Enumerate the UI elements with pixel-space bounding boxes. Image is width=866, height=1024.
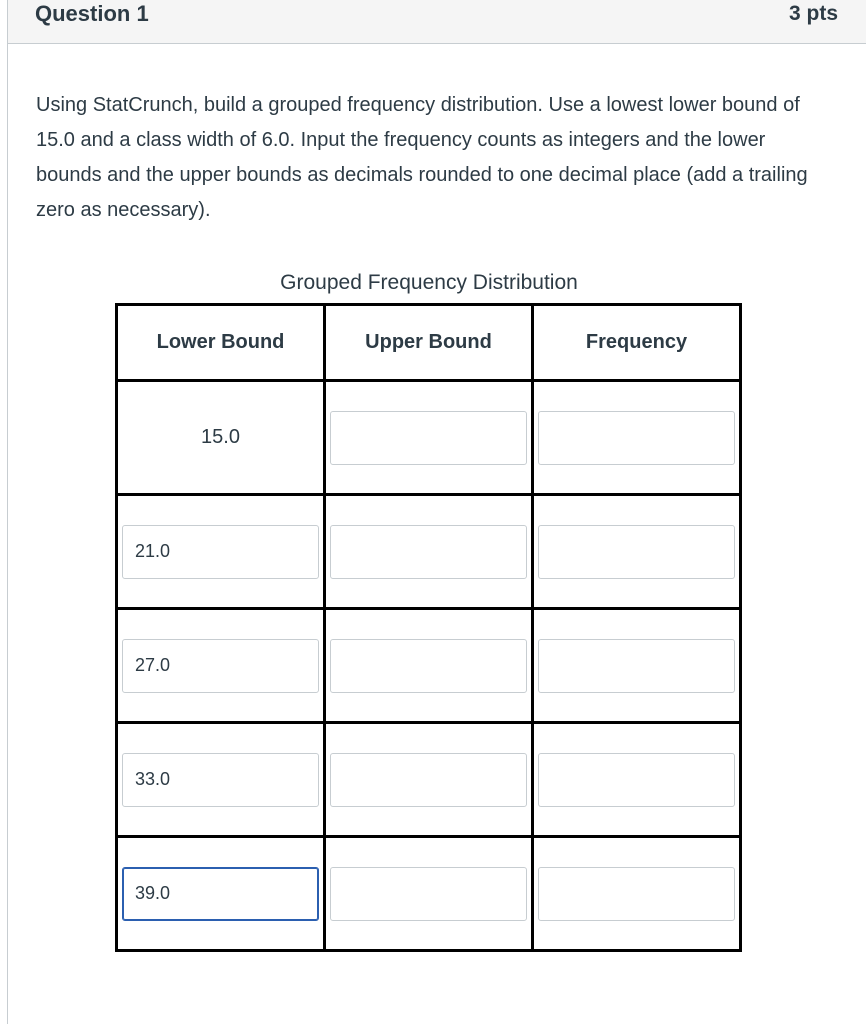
upper-bound-cell (325, 381, 533, 495)
upper-bound-input[interactable] (330, 867, 527, 921)
frequency-cell (533, 495, 741, 609)
frequency-cell (533, 723, 741, 837)
frequency-input[interactable] (538, 639, 735, 693)
question-text: Using StatCrunch, build a grouped frequency distribution. Use a lowest lower bound of 15.0 and a class width of 6.0. Input the frequency counts as integers and the lower bounds and the upper bounds as decimals rounded to one decimal place (add a trailing zero as necessary). (36, 94, 808, 221)
lower-bound-input[interactable] (122, 753, 319, 807)
lower-bound-cell (117, 609, 325, 723)
upper-bound-cell (325, 495, 533, 609)
header-upper-bound: Upper Bound (325, 305, 533, 381)
header-frequency: Frequency (533, 305, 741, 381)
upper-bound-cell (325, 609, 533, 723)
table-row (117, 381, 741, 495)
upper-bound-input[interactable] (330, 525, 527, 579)
table-row (117, 495, 741, 609)
lower-bound-input[interactable] (122, 525, 319, 579)
frequency-input[interactable] (538, 525, 735, 579)
lower-bound-cell: 15.0 (117, 381, 325, 495)
upper-bound-cell (325, 723, 533, 837)
frequency-cell (533, 609, 741, 723)
lower-bound-cell (117, 723, 325, 837)
lower-bound-input[interactable] (122, 867, 319, 921)
question-header (8, 0, 866, 44)
frequency-input[interactable] (538, 753, 735, 807)
lower-bound-cell (117, 837, 325, 951)
question-points: 3 pts (788, 2, 838, 25)
lower-bound-cell (117, 495, 325, 609)
table-caption: Grouped Frequency Distribution (280, 271, 578, 294)
frequency-input[interactable] (538, 867, 735, 921)
upper-bound-input[interactable] (330, 411, 527, 465)
upper-bound-cell (325, 837, 533, 951)
table-row (117, 609, 741, 723)
upper-bound-input[interactable] (330, 753, 527, 807)
header-lower-bound: Lower Bound (117, 305, 325, 381)
frequency-input[interactable] (538, 411, 735, 465)
lower-bound-input[interactable] (122, 639, 319, 693)
frequency-table (115, 303, 742, 952)
upper-bound-input[interactable] (330, 639, 527, 693)
frequency-cell (533, 837, 741, 951)
question-title: Question 1 (35, 1, 149, 26)
table-header-row (117, 305, 741, 381)
frequency-cell (533, 381, 741, 495)
table-row (117, 837, 741, 951)
table-row (117, 723, 741, 837)
